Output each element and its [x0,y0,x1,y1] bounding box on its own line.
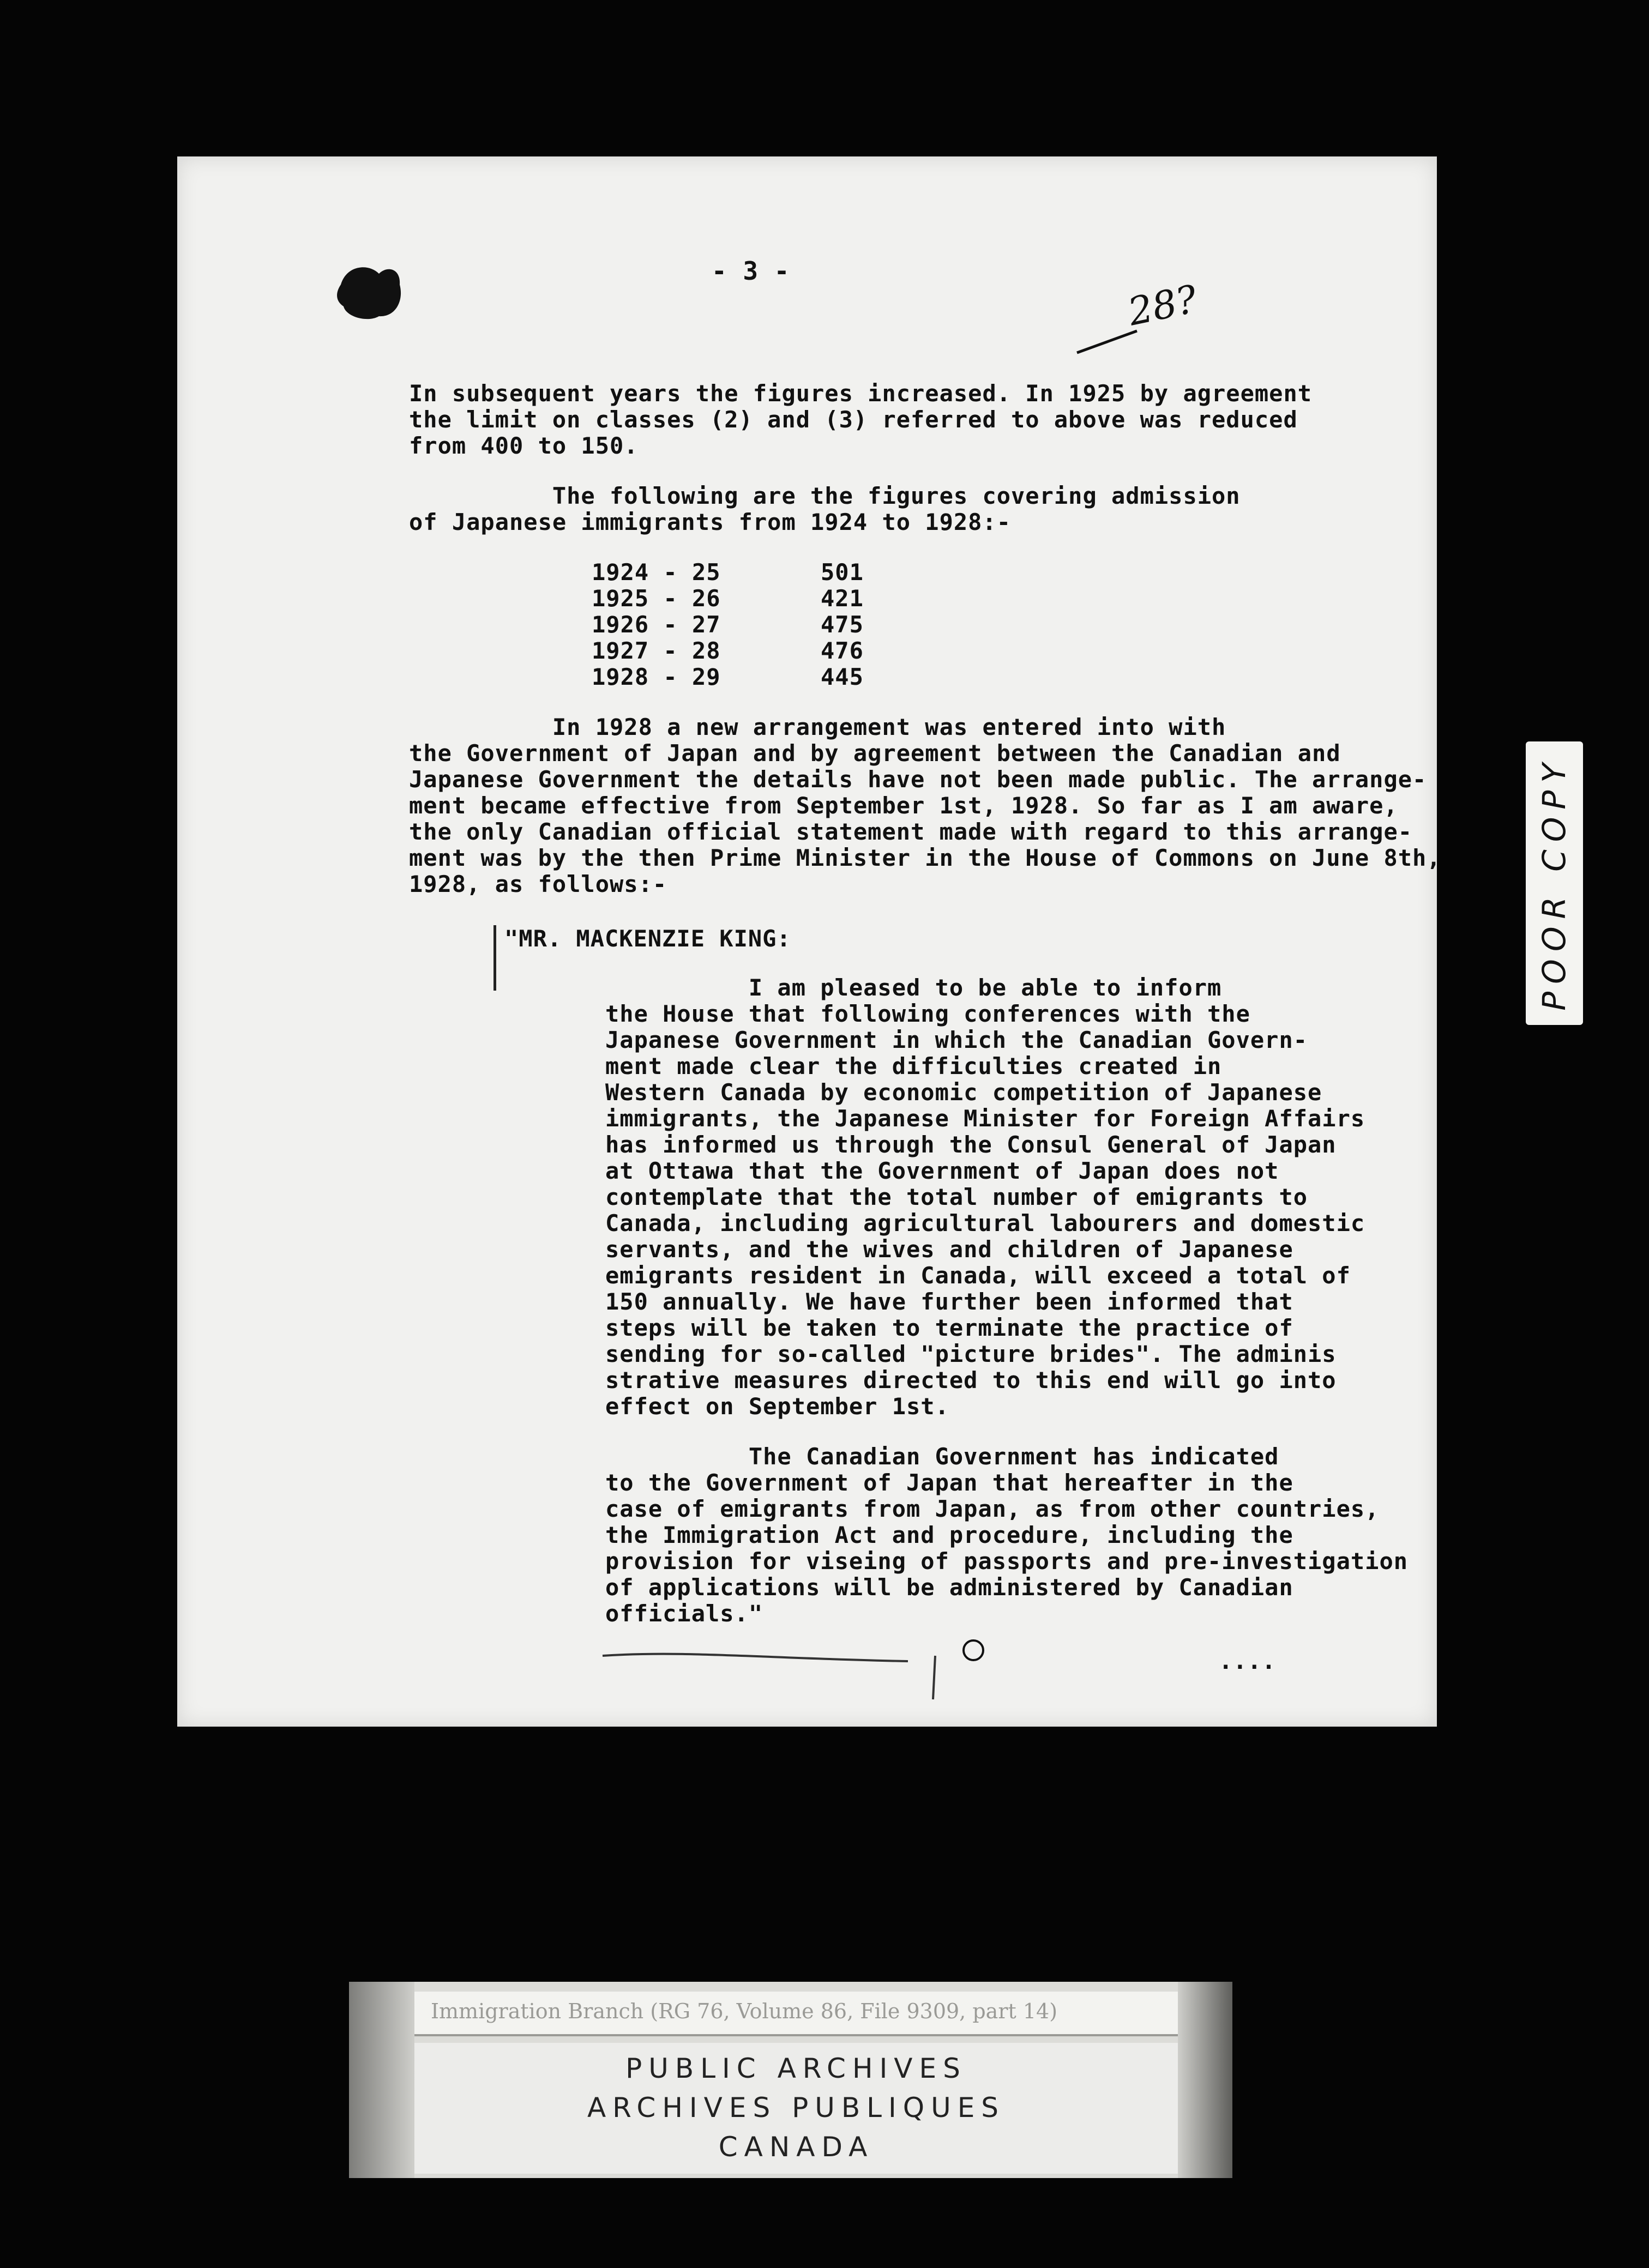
label-source-strip [414,1992,1178,2036]
document-page [177,156,1441,1727]
speaker-heading: "MR. MACKENZIE KING: [504,925,791,952]
table-row-years: 1928 - 29 [592,663,721,690]
label-edge [349,1982,414,2178]
label-line-1: PUBLIC ARCHIVES [625,2053,967,2084]
paragraph-1-line: In subsequent years the figures increased. In 1925 by agreement [409,380,1313,407]
handwritten-note-text: 28? [1124,276,1201,335]
label-source-text: Immigration Branch (RG 76, Volume 86, File 9309, part 14) [431,1999,1058,2023]
paragraph-3-line: ment was by the then Prime Minister in the House of Commons on June 8th, [409,845,1441,871]
paragraph-1-line: the limit on classes (2) and (3) referred to above was reduced [409,406,1298,433]
quote-line: the Immigration Act and procedure, including the [605,1522,1293,1548]
quote-line: to the Government of Japan that hereafter in the [605,1469,1293,1496]
page-number: - 3 - [712,256,790,286]
paragraph-3-line: the only Canadian official statement made with regard to this arrange- [409,818,1413,845]
quote-line: case of emigrants from Japan, as from other countries, [605,1495,1380,1522]
table-row-years: 1924 - 25 [592,559,721,586]
quote-line: has informed us through the Consul General of Japan [605,1131,1337,1158]
paragraph-3-line: ment became effective from September 1st, 1928. So far as I am aware, [409,792,1398,819]
quote-line: the House that following conferences with the [605,1000,1250,1027]
table-row-years: 1927 - 28 [592,637,721,664]
label-line-3: CANADA [718,2131,874,2163]
table-row-years: 1925 - 26 [592,585,721,612]
quote-line: of applications will be administered by Canadian [605,1574,1293,1601]
quote-line: The Canadian Government has indicated [605,1443,1279,1470]
quote-line: immigrants, the Japanese Minister for Foreign Affairs [605,1105,1365,1132]
paragraph-3-line: In 1928 a new arrangement was entered into with [409,714,1226,740]
quote-line: servants, and the wives and children of Japanese [605,1236,1293,1263]
label-edge [1178,1982,1232,2178]
paragraph-2-line: of Japanese immigrants from 1924 to 1928:- [409,509,1012,535]
table-row-count: 501 [821,559,864,586]
pen-underline-mark [603,1639,984,1707]
quote-line: I am pleased to be able to inform [605,974,1222,1001]
quote-line: Western Canada by economic competition of Japanese [605,1079,1322,1106]
poor-copy-text: POOR COPY [1536,756,1573,1011]
quote-line: 150 annually. We have further been informed that [605,1288,1293,1315]
table-row-years: 1926 - 27 [592,611,721,638]
quote-line: at Ottawa that the Government of Japan does not [605,1157,1279,1184]
paragraph-3-line: the Government of Japan and by agreement between the Canadian and [409,740,1341,767]
table-row-count: 445 [821,663,864,690]
quote-line: Canada, including agricultural labourers and domestic [605,1210,1365,1236]
continuation-mark: .... [1219,1648,1277,1674]
quote-line: Japanese Government in which the Canadian Govern- [605,1027,1308,1053]
quote-line: steps will be taken to terminate the practice of [605,1314,1293,1341]
paragraph-3-line: Japanese Government the details have not been made public. The arrange- [409,766,1427,793]
paragraph-2-line: The following are the figures covering admission [409,482,1241,509]
quote-line: contemplate that the total number of emigrants to [605,1184,1308,1210]
quote-line: provision for viseing of passports and pre-investigation [605,1548,1409,1575]
label-line-2: ARCHIVES PUBLIQUES [587,2092,1006,2124]
handwritten-annotation [1072,276,1201,360]
quote-line: strative measures directed to this end will go into [605,1367,1337,1394]
label-body [414,2043,1178,2174]
archive-label [349,1982,1232,2178]
pen-bracket-mark [494,925,502,991]
quote-line: sending for so-called "picture brides". The adminis [605,1341,1337,1367]
paragraph-3-line: 1928, as follows:- [409,871,667,897]
ink-blot-mark [335,263,406,325]
quote-line: emigrants resident in Canada, will exceed a total of [605,1262,1351,1289]
quote-line: officials." [605,1600,763,1627]
poor-copy-stamp [1526,741,1583,1025]
quote-line: effect on September 1st. [605,1393,949,1420]
quote-line: ment made clear the difficulties created in [605,1053,1222,1079]
table-row-count: 476 [821,637,864,664]
table-row-count: 421 [821,585,864,612]
table-row-count: 475 [821,611,864,638]
paragraph-1-line: from 400 to 150. [409,432,639,459]
